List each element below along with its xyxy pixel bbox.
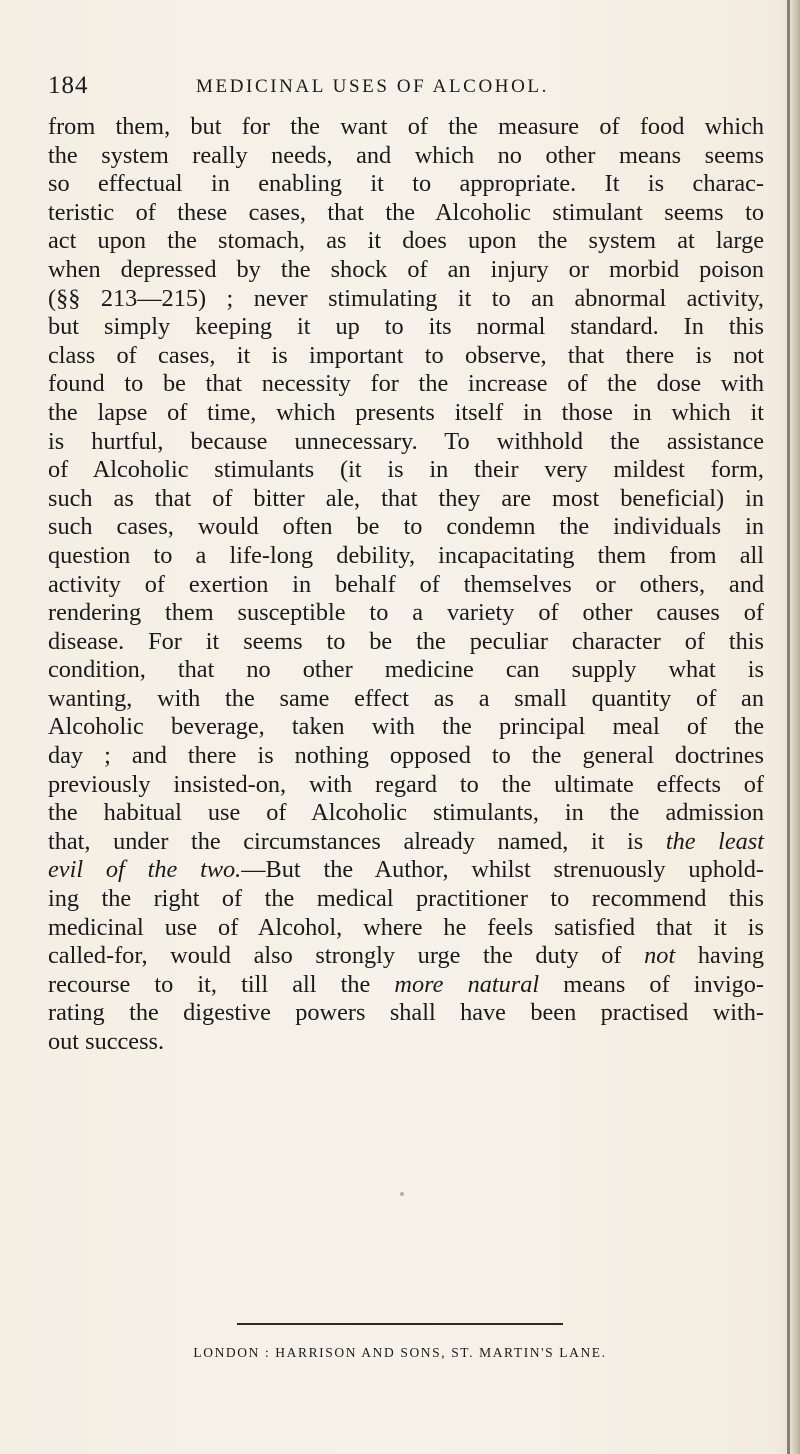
text-run: called-for, would also strongly urge the duty of — [48, 942, 645, 970]
text-line: of Alcoholic stimulants (it is in their very mildest form, — [48, 456, 764, 484]
text-line — [48, 942, 764, 971]
text-line: the lapse of time, which presents itself in those in which it — [48, 398, 764, 426]
text-line — [48, 828, 764, 857]
text-run: recourse to it, till all the — [48, 970, 395, 998]
text-line: ing the right of the medical practitioner to recommend this — [48, 885, 764, 913]
text-line: from them, but for the want of the measure of food which — [48, 113, 764, 140]
text-line: so effectual in enabling it to appropriate. It is charac- — [48, 170, 764, 198]
text-line: but simply keeping it up to its normal standard. In this — [48, 313, 764, 341]
paper-speck — [400, 1192, 404, 1196]
text-run: that, under the circumstances already named, it is — [48, 827, 666, 855]
text-line: is hurtful, because unnecessary. To withhold the assistance — [48, 427, 764, 455]
text-line: wanting, with the same effect as a small quantity of an — [48, 684, 764, 712]
text-line: disease. For it seems to be the peculiar character of this — [48, 627, 764, 655]
body-paragraph — [48, 113, 764, 1057]
italic-text: not — [644, 942, 676, 970]
text-run: means of invigo- — [539, 970, 764, 998]
text-run: —But the Author, whilst strenuously uphold- — [241, 856, 764, 884]
text-line: class of cases, it is important to observe, that there is not — [48, 341, 764, 369]
text-line: (§§ 213—215) ; never stimulating it to an abnormal activity, — [48, 284, 764, 312]
text-line: the system really needs, and which no other means seems — [48, 141, 764, 169]
text-line: act upon the stomach, as it does upon the system at large — [48, 227, 764, 255]
text-run: having — [675, 942, 765, 970]
text-line: such cases, would often be to condemn the individuals in — [48, 513, 764, 541]
text-line — [48, 856, 764, 885]
text-line: condition, that no other medicine can supply what is — [48, 656, 764, 684]
text-line: rendering them susceptible to a variety of other causes of — [48, 599, 764, 627]
printer-imprint: LONDON : HARRISON AND SONS, ST. MARTIN'S LANE. — [193, 1345, 607, 1360]
text-line: activity of exertion in behalf of themselves or others, and — [48, 570, 764, 598]
text-line: Alcoholic beverage, taken with the principal meal of the — [48, 713, 764, 741]
text-line: the habitual use of Alcoholic stimulants, in the admission — [48, 799, 764, 827]
italic-text: more natural — [394, 970, 540, 998]
text-line: such as that of bitter ale, that they are most beneficial) in — [48, 484, 764, 512]
page-header — [48, 72, 760, 102]
text-line: day ; and there is nothing opposed to the general doctrines — [48, 742, 764, 770]
text-line: rating the digestive powers shall have been practised with- — [48, 999, 764, 1027]
running-head: MEDICINAL USES OF ALCOHOL. — [196, 76, 549, 97]
text-line: when depressed by the shock of an injury or morbid poison — [48, 255, 764, 283]
page-number: 184 — [48, 72, 89, 99]
text-line: previously insisted-on, with regard to the ultimate effects of — [48, 770, 764, 798]
text-line — [48, 971, 764, 1000]
text-line: medicinal use of Alcohol, where he feels satisfied that it is — [48, 913, 764, 941]
italic-text: evil of the two. — [48, 856, 242, 884]
text-line: teristic of these cases, that the Alcoholic stimulant seems to — [48, 198, 764, 226]
text-line: out success. — [48, 1028, 165, 1055]
page-edge — [790, 0, 800, 1454]
text-line: question to a life-long debility, incapacitating them from all — [48, 541, 764, 569]
italic-text: the least — [665, 827, 764, 855]
text-line: found to be that necessity for the increase of the dose with — [48, 370, 764, 398]
footer-rule — [237, 1323, 563, 1325]
